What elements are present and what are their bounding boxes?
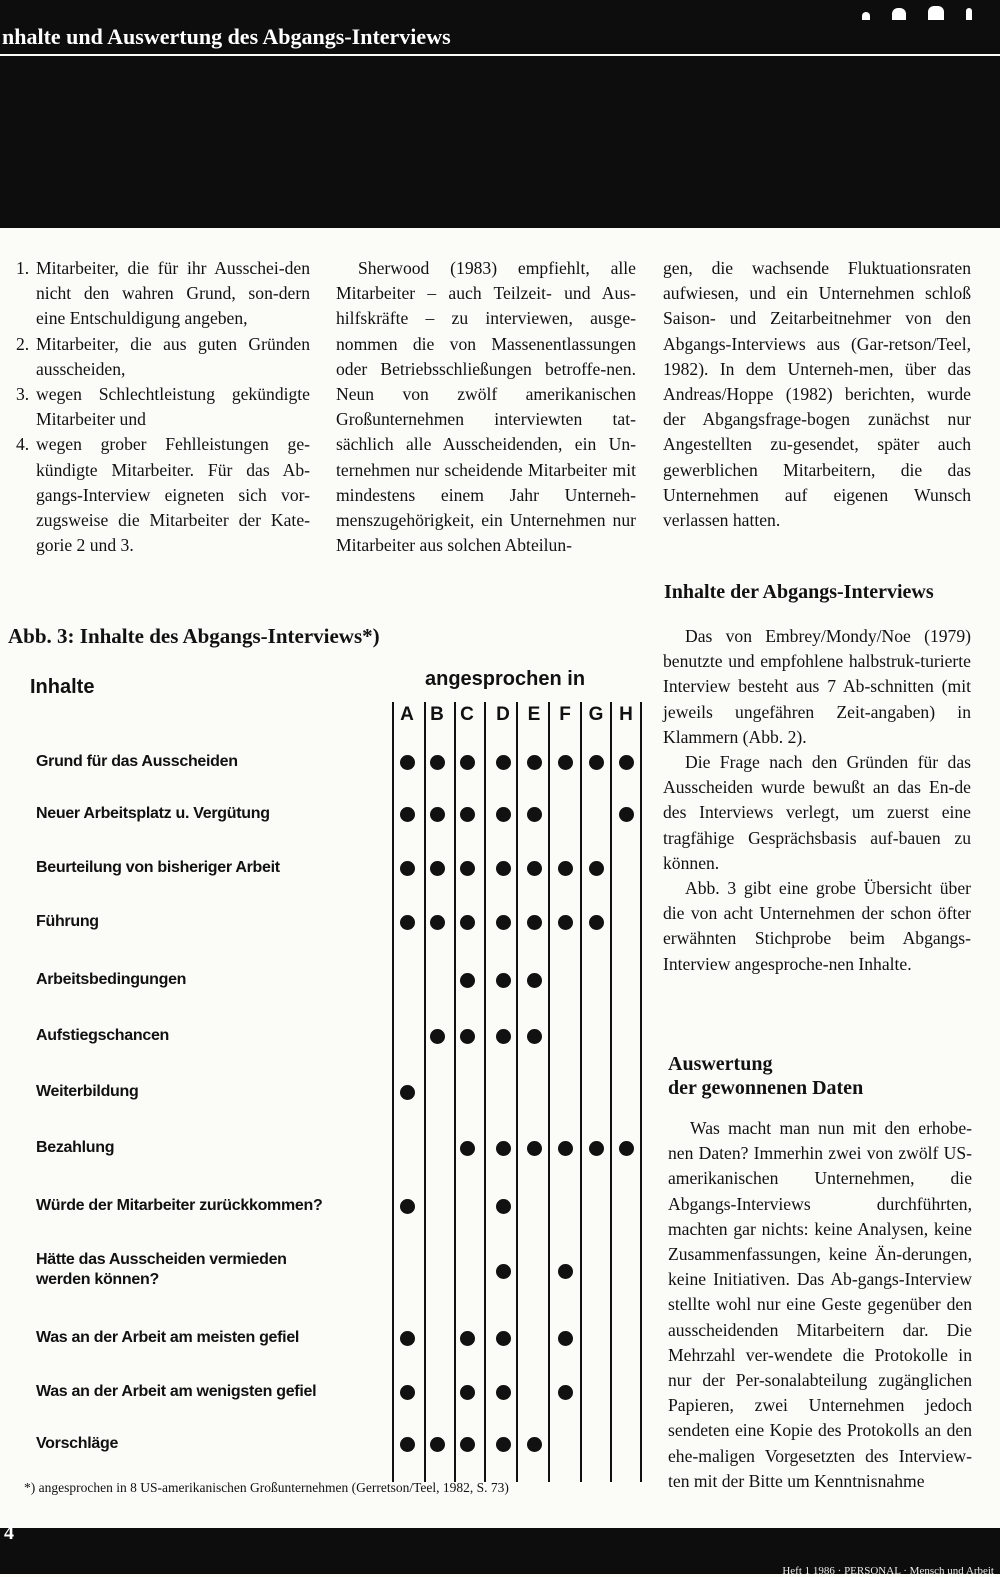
matrix-dot xyxy=(460,755,475,770)
matrix-column-divider xyxy=(454,702,456,1482)
figure-angesprochen-heading: angesprochen in xyxy=(425,668,586,690)
matrix-row-label: Arbeitsbedingungen xyxy=(36,971,187,988)
list-text: Mitarbeiter, die für ihr Ausschei-den nicht den wahren Grund, son-dern eine Entschuldigung angeben, xyxy=(36,258,310,329)
matrix-column-letter: F xyxy=(559,704,571,725)
matrix-column-divider xyxy=(424,702,426,1482)
header-mark xyxy=(966,8,972,20)
matrix-dot xyxy=(589,861,604,876)
matrix-dot xyxy=(430,861,445,876)
left-column xyxy=(10,256,310,558)
matrix-dot xyxy=(460,915,475,930)
body-paragraph: Das von Embrey/Mondy/Noe (1979) benutzte und empfohlene halbstruk-turierte Interview besteht aus 7 Ab-schnitten (mit jeweils ungefähren Zeit-angaben) in Klammern (Abb. 2). xyxy=(663,626,971,747)
matrix-dot xyxy=(558,915,573,930)
header-mark xyxy=(928,6,944,20)
matrix-row-label: Aufstiegschancen xyxy=(36,1027,170,1044)
matrix-column-divider xyxy=(580,702,582,1482)
matrix-dot xyxy=(558,1331,573,1346)
matrix-dot xyxy=(527,915,542,930)
matrix-dot xyxy=(400,1199,415,1214)
matrix-dot xyxy=(619,807,634,822)
page-title: nhalte und Auswertung des Abgangs-Interviews xyxy=(2,24,451,49)
heading-line: Auswertung xyxy=(668,1053,773,1075)
matrix-dot xyxy=(558,1264,573,1279)
matrix-dot xyxy=(558,1141,573,1156)
matrix-dot xyxy=(460,1141,475,1156)
matrix-dot xyxy=(496,1264,511,1279)
matrix-dot xyxy=(460,1029,475,1044)
footer-text: Heft 1 1986 · PERSONAL · Mensch und Arbeit xyxy=(782,1565,994,1577)
matrix-dot xyxy=(558,861,573,876)
matrix-dot xyxy=(496,1437,511,1452)
matrix-dot xyxy=(527,1141,542,1156)
body-paragraph: gen, die wachsende Fluktuationsraten aufwiesen, und ein Unternehmen schloß Saison- und Zeitarbeitnehmer von den Abgangs-Interviews aus (Gar-retson/Teel, 1982). In dem Unterneh-men, über das Andreas/Hoppe (1982) berichten, wurde der Abgangsfrage-bogen zunächst nur Angestellten zu-gesendet, später auch gewerblichen Mitarbeitern, die das Unternehmen auf eigenen Wunsch verlassen hatten. xyxy=(663,258,971,531)
figure-inhalte-heading: Inhalte xyxy=(30,676,95,698)
matrix-dot xyxy=(496,861,511,876)
matrix-dot xyxy=(496,1385,511,1400)
matrix-dot xyxy=(400,1331,415,1346)
list-item xyxy=(10,332,310,382)
matrix-dot xyxy=(400,1385,415,1400)
list-item xyxy=(10,432,310,558)
header-mark xyxy=(892,8,906,20)
matrix-dot xyxy=(400,807,415,822)
header-mark xyxy=(862,12,870,20)
body-paragraph: Die Frage nach den Gründen für das Ausscheiden wurde bewußt an das En-de des Interviews verlegt, um zuerst eine tragfähige Gesprächsbasis auf-bauen zu können. xyxy=(663,752,971,873)
list-number: 3. xyxy=(16,384,30,405)
matrix-dot xyxy=(430,755,445,770)
matrix-column-divider xyxy=(484,702,486,1482)
matrix-dot xyxy=(400,755,415,770)
matrix-dot xyxy=(496,915,511,930)
matrix-dot xyxy=(460,1331,475,1346)
matrix-column-letter: B xyxy=(430,704,444,725)
matrix-row-label: Bezahlung xyxy=(36,1139,115,1156)
matrix-dot xyxy=(430,1029,445,1044)
right-column-contents xyxy=(663,624,971,977)
matrix-dot xyxy=(430,1437,445,1452)
matrix-dot xyxy=(527,1029,542,1044)
figure-footnote: *) angesprochen in 8 US-amerikanischen Großunternehmen (Gerretson/Teel, 1982, S. 73) xyxy=(24,1480,509,1495)
list-item xyxy=(10,382,310,432)
matrix-dot xyxy=(619,755,634,770)
page-number: 4 xyxy=(4,1522,14,1544)
matrix-column-divider xyxy=(516,702,518,1482)
figure-title: Abb. 3: Inhalte des Abgangs-Interviews*) xyxy=(8,624,380,648)
matrix-dot xyxy=(496,973,511,988)
section-heading-evaluation xyxy=(668,1052,978,1100)
matrix-dot xyxy=(430,915,445,930)
matrix-column-letter: H xyxy=(619,704,633,725)
matrix-dot xyxy=(527,1437,542,1452)
matrix-dot xyxy=(558,1385,573,1400)
matrix-row-label: Weiterbildung xyxy=(36,1083,139,1100)
matrix-dot xyxy=(619,1141,634,1156)
matrix-dot xyxy=(460,973,475,988)
list-number: 1. xyxy=(16,258,30,278)
header-rule xyxy=(0,54,1000,56)
matrix-dot xyxy=(496,807,511,822)
matrix-column-divider xyxy=(610,702,612,1482)
matrix-dot xyxy=(496,1331,511,1346)
matrix-column-letter: A xyxy=(400,704,414,725)
matrix-row-label: Beurteilung von bisheriger Arbeit xyxy=(36,859,280,876)
matrix-row-label: Neuer Arbeitsplatz u. Vergütung xyxy=(36,805,270,822)
reasons-list xyxy=(10,256,310,558)
matrix-dot xyxy=(496,1141,511,1156)
right-column-evaluation xyxy=(668,1116,972,1494)
body-paragraph: Abb. 3 gibt eine grobe Übersicht über die von acht Unternehmen der schon öfter erwähnten Stichprobe beim Abgangs-Interview angesproche-nen Inhalte. xyxy=(663,878,971,974)
matrix-row-label: Was an der Arbeit am wenigsten gefiel xyxy=(36,1383,317,1400)
matrix-dot xyxy=(460,1385,475,1400)
matrix-column-divider xyxy=(548,702,550,1482)
list-text: wegen Schlechtleistung gekündigte Mitarbeiter und xyxy=(36,384,310,430)
matrix-column-letter: G xyxy=(588,704,604,725)
list-text: wegen grober Fehlleistungen ge-kündigte Mitarbeiter. Für das Ab-gangs-Interview eigneten sich vor-zugsweise die Mitarbeiter der Kate-gorie 2 und 3. xyxy=(36,434,310,556)
matrix-dot xyxy=(589,755,604,770)
matrix-dot xyxy=(589,1141,604,1156)
matrix-dot xyxy=(400,1085,415,1100)
body-paragraph: Was macht man nun mit den erhobe-nen Daten? Immerhin zwei von zwölf US-amerikanischen Unternehmen, die Abgangs-Interviews durchführten, machten gar nichts: keine Analysen, keine Zusammenfassungen, keine Än-derungen, keine Initiativen. Das Ab-gangs-Interview stellte wohl nur eine Geste gegenüber den ausscheidenden Mitarbeitern dar. Die Mehrzahl ver-wendete die Protokolle in nur der Per-sonalabteilung zugänglichen Papieren, zwei Unternehmen jedoch sendeten eine Kopie des Protokolls an den ehe-maligen Vorgesetzten des Interview-ten mit der Bitte um Kenntnisnahme xyxy=(668,1118,972,1491)
matrix-dot xyxy=(400,1437,415,1452)
section-heading-contents: Inhalte der Abgangs-Interviews xyxy=(664,581,934,603)
right-column-intro xyxy=(663,256,971,533)
middle-column xyxy=(336,256,636,558)
list-number: 4. xyxy=(16,434,30,455)
list-number: 2. xyxy=(16,333,30,354)
list-item xyxy=(10,256,310,332)
matrix-dot xyxy=(496,755,511,770)
matrix-dot xyxy=(527,755,542,770)
matrix-row-label: Vorschläge xyxy=(36,1435,119,1452)
matrix-dot xyxy=(400,915,415,930)
matrix-dot xyxy=(460,807,475,822)
matrix-column-letter: D xyxy=(496,704,510,725)
body-paragraph: Sherwood (1983) empfiehlt, alle Mitarbeiter – auch Teilzeit- und Aus-hilfskräfte – zu interviewen, ausge-nommen die von Massenentlassungen oder Betriebsschließungen betroffe-nen. Neun von zwölf amerikanischen Großunternehmen interviewten tat-sächlich alle Ausscheidenden, ein Un-ternehmen nur scheidende Mitarbeiter mit mindestens einem Jahr Unterneh-menszugehörigkeit, ein Unternehmen nur Mitarbeiter aus solchen Abteilun- xyxy=(336,258,636,556)
header-band xyxy=(0,0,1000,228)
matrix-dot xyxy=(527,807,542,822)
matrix-row-label: Was an der Arbeit am meisten gefiel xyxy=(36,1329,300,1346)
matrix-dot xyxy=(460,861,475,876)
matrix-row-label: Grund für das Ausscheiden xyxy=(36,753,238,770)
matrix-row-label: Führung xyxy=(36,913,99,930)
header-marks xyxy=(862,6,972,20)
matrix-dot xyxy=(589,915,604,930)
matrix-column-letter: C xyxy=(460,704,474,725)
matrix-dot xyxy=(400,861,415,876)
matrix-dot xyxy=(430,807,445,822)
matrix-dot xyxy=(460,1437,475,1452)
heading-line: der gewonnenen Daten xyxy=(668,1077,864,1099)
matrix-row-label: Hätte das Ausscheiden vermieden werden können? xyxy=(36,1251,287,1288)
matrix-dot xyxy=(496,1199,511,1214)
matrix-column-divider xyxy=(640,702,642,1482)
matrix-dot xyxy=(558,755,573,770)
matrix-dot xyxy=(527,861,542,876)
matrix-row-label: Würde der Mitarbeiter zurückkommen? xyxy=(36,1197,323,1214)
matrix-column-letter: E xyxy=(527,704,541,725)
matrix-dot xyxy=(496,1029,511,1044)
list-text: Mitarbeiter, die aus guten Gründen ausscheiden, xyxy=(36,333,310,379)
matrix-dot xyxy=(527,973,542,988)
